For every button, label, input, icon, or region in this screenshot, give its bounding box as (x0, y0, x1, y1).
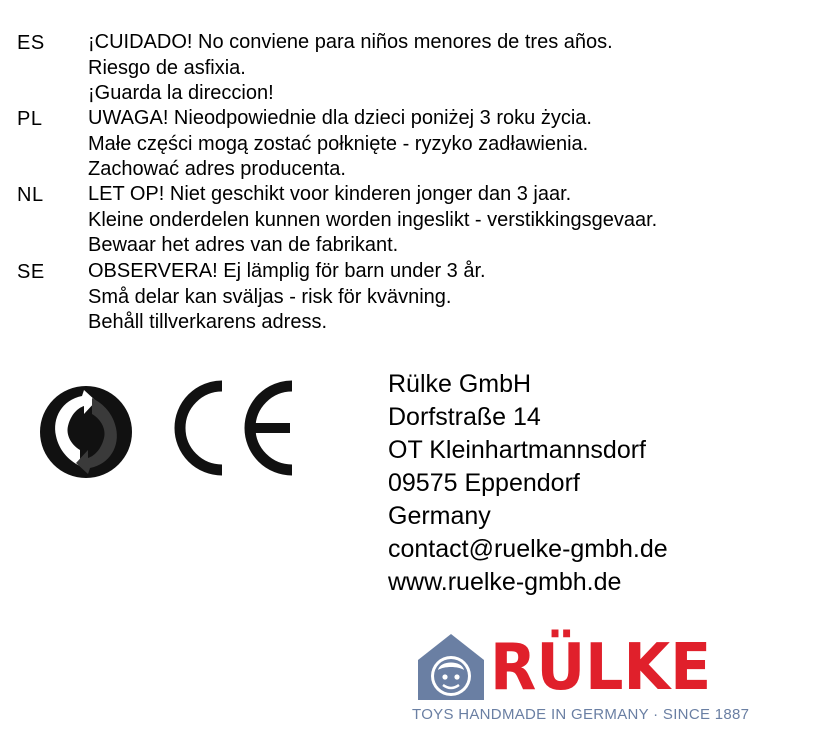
warning-line: ¡Guarda la direccion! (88, 82, 274, 104)
warning-line: Små delar kan sväljas - risk för kvävning. (88, 285, 452, 308)
warning-line: Zachować adres producenta. (88, 158, 346, 180)
warning-line: OBSERVERA! Ej lämplig för barn under 3 år. (88, 260, 486, 282)
warning-line: ¡CUIDADO! No conviene para niños menores de tres años. (88, 31, 613, 53)
warning-line: Kleine onderdelen kunnen worden ingeslikt - verstikkingsgevaar. (88, 208, 658, 231)
warning-line: Riesgo de asfixia. (88, 56, 246, 79)
warning-line: Bewaar het adres van de fabrikant. (88, 234, 399, 256)
ce-mark-icon (168, 374, 300, 482)
street-address: Dorfstraße 14 (388, 403, 541, 431)
warning-text (88, 106, 592, 183)
language-code: SE (17, 261, 45, 283)
language-code: ES (17, 32, 45, 54)
language-code: PL (17, 108, 43, 130)
warning-text (88, 259, 486, 336)
logo-tagline: TOYS HANDMADE IN GERMANY · SINCE 1887 (412, 706, 750, 723)
warning-text (88, 30, 613, 107)
email-link[interactable]: contact@ruelke-gmbh.de (388, 535, 668, 563)
company-name: Rülke GmbH (388, 370, 532, 398)
postal-city: 09575 Eppendorf (388, 469, 580, 497)
website-link[interactable]: www.ruelke-gmbh.de (388, 568, 622, 596)
manufacturer-address (388, 368, 668, 599)
country: Germany (388, 502, 491, 530)
green-dot-icon (38, 384, 134, 480)
language-code: NL (17, 184, 44, 206)
warning-text (88, 182, 657, 259)
warning-line: LET OP! Niet geschikt voor kinderen jonger dan 3 jaar. (88, 183, 572, 205)
logo-wordmark: RÜLKE (490, 631, 712, 705)
warning-line: Małe części mogą zostać połknięte - ryzyko zadławienia. (88, 132, 589, 155)
warning-line: UWAGA! Nieodpowiednie dla dzieci poniżej 3 roku życia. (88, 107, 592, 129)
district: OT Kleinhartmannsdorf (388, 436, 646, 464)
warning-line: Behåll tillverkarens adress. (88, 311, 327, 333)
house-face-icon (412, 630, 490, 702)
ruelke-logo (412, 630, 752, 730)
